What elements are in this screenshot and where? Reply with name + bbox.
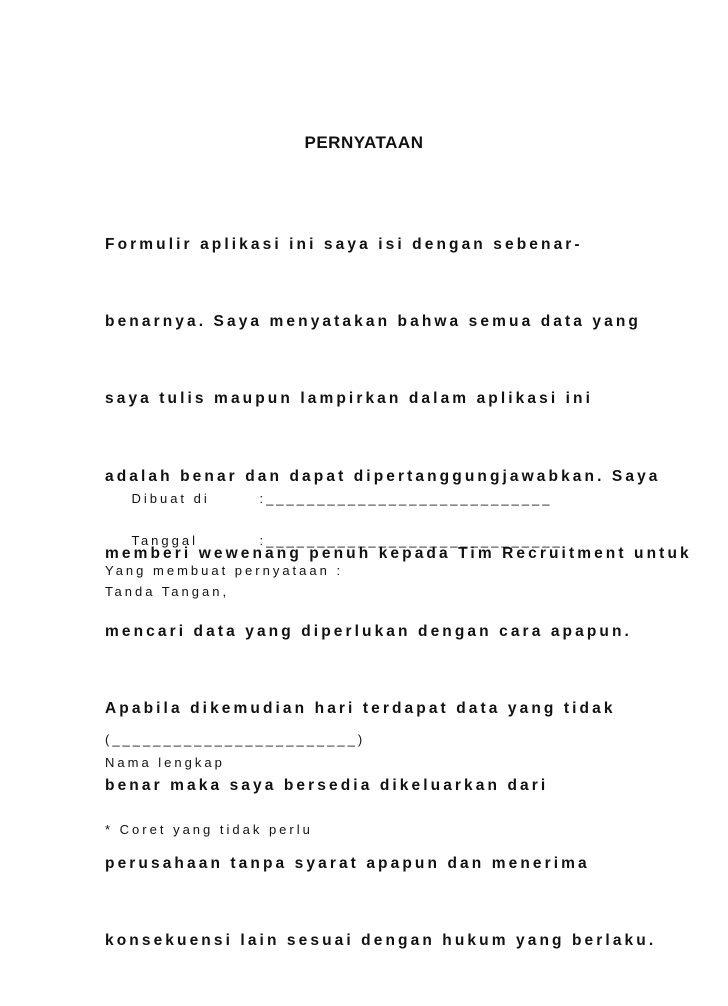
made-in-row	[105, 476, 553, 521]
statement-line: benar maka saya bersedia dikeluarkan dari	[105, 777, 549, 795]
statement-line: Apabila dikemudian hari terdapat data yang tidak	[105, 699, 616, 717]
footnote: * Coret yang tidak perlu	[105, 822, 313, 837]
statement-line: perusahaan tanpa syarat apapun dan menerima	[105, 854, 590, 872]
statement-line: benarnya. Saya menyatakan bahwa semua data yang	[105, 312, 641, 330]
statement-line: mencari data yang diperlukan dengan cara apapun.	[105, 622, 632, 640]
statement-line: Formulir aplikasi ini saya isi dengan sebenar-	[105, 235, 583, 253]
statement-line: konsekuensi lain sesuai dengan hukum yang berlaku.	[105, 932, 657, 950]
document-title: PERNYATAAN	[304, 133, 424, 152]
declarant-label: Yang membuat pernyataan :	[105, 563, 344, 578]
statement-line: adalah benar dan dapat dipertanggungjawabkan. Saya	[105, 467, 661, 485]
date-label: Tanggal	[131, 533, 198, 548]
date-blank: :_____________________________	[259, 533, 563, 548]
name-blank: (________________________)	[105, 732, 366, 747]
statement-line: saya tulis maupun lampirkan dalam aplikasi ini	[105, 390, 594, 408]
name-label: Nama lengkap	[105, 755, 225, 770]
made-in-label: Dibuat di	[131, 491, 210, 506]
made-in-blank: :____________________________	[259, 491, 553, 506]
signature-label: Tanda Tangan,	[105, 584, 230, 599]
date-row	[105, 518, 563, 563]
statement-line: memberi wewenang penuh kepada Tim Recruitment untuk	[105, 545, 692, 563]
